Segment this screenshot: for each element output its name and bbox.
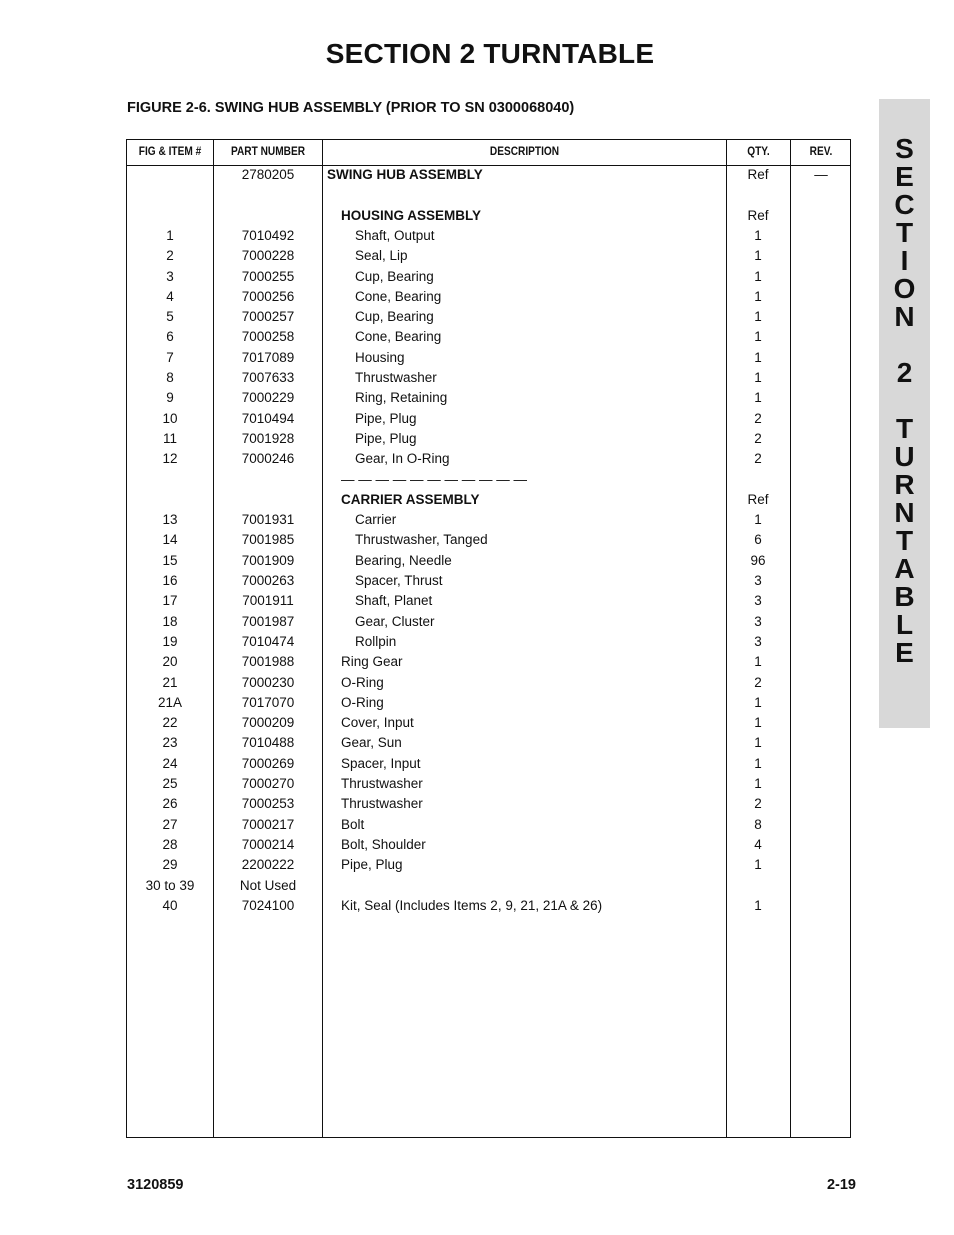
header-part-number: PART NUMBER bbox=[230, 146, 306, 158]
side-tab-letter: R bbox=[894, 469, 915, 500]
table-row bbox=[127, 733, 850, 753]
quantity-cell: 3 bbox=[754, 573, 762, 588]
table-row bbox=[127, 774, 850, 794]
side-tab-letter: S bbox=[895, 133, 914, 164]
description-cell: Ring, Retaining bbox=[355, 390, 448, 406]
part-number-cell: 7000270 bbox=[241, 776, 295, 791]
table-row bbox=[127, 206, 850, 226]
document-number: 3120859 bbox=[127, 1177, 184, 1193]
item-number-cell: 15 bbox=[162, 552, 178, 568]
item-number-cell: 21 bbox=[162, 674, 178, 690]
table-row bbox=[127, 165, 850, 185]
item-number-cell: 25 bbox=[162, 776, 178, 791]
quantity-cell: Ref bbox=[747, 207, 769, 223]
quantity-cell: 1 bbox=[754, 735, 762, 751]
description-cell: Bolt, Shoulder bbox=[341, 836, 426, 852]
parts-table bbox=[126, 139, 851, 1138]
description-cell: Thrustwasher bbox=[355, 370, 437, 385]
item-number-cell: 30 to 39 bbox=[145, 877, 195, 893]
table-row bbox=[127, 327, 850, 347]
table-row bbox=[127, 368, 850, 388]
quantity-cell: 2 bbox=[754, 410, 762, 426]
side-tab-letter: O bbox=[893, 273, 916, 304]
description-cell: SWING HUB ASSEMBLY bbox=[327, 167, 483, 182]
side-tab-letter: I bbox=[900, 245, 909, 276]
item-number-cell: 9 bbox=[166, 390, 174, 406]
part-number-cell: 7000246 bbox=[241, 451, 295, 467]
quantity-cell: 1 bbox=[754, 776, 762, 791]
description-cell: Cup, Bearing bbox=[355, 309, 434, 325]
item-number-cell: 40 bbox=[162, 897, 178, 913]
description-cell: Shaft, Output bbox=[355, 227, 435, 243]
quantity-cell: Ref bbox=[747, 491, 769, 507]
item-number-cell: 14 bbox=[162, 532, 178, 548]
quantity-cell: 1 bbox=[754, 897, 762, 913]
item-number-cell: 3 bbox=[166, 268, 174, 284]
quantity-cell: 1 bbox=[754, 227, 762, 243]
description-cell: O-Ring bbox=[341, 694, 384, 710]
item-number-cell: 22 bbox=[162, 715, 178, 731]
revision-cell: — bbox=[814, 167, 828, 182]
part-number-cell: 7024100 bbox=[241, 897, 295, 913]
side-tab-letter: T bbox=[895, 525, 914, 556]
part-number-cell: 7000257 bbox=[241, 309, 295, 325]
quantity-cell: 1 bbox=[754, 654, 762, 670]
table-row bbox=[127, 632, 850, 652]
item-number-cell: 18 bbox=[162, 613, 178, 629]
quantity-cell: Ref bbox=[747, 167, 769, 182]
section-title: SECTION 2 TURNTABLE bbox=[325, 38, 655, 69]
description-cell: Spacer, Input bbox=[341, 755, 421, 771]
item-number-cell: 7 bbox=[166, 349, 174, 365]
part-number-cell: 7000255 bbox=[241, 268, 295, 284]
quantity-cell: 96 bbox=[750, 552, 766, 568]
part-number-cell: 7001985 bbox=[241, 532, 295, 548]
table-row bbox=[127, 794, 850, 814]
quantity-cell: 3 bbox=[754, 613, 762, 629]
quantity-cell: 3 bbox=[754, 633, 762, 649]
item-number-cell: 20 bbox=[162, 654, 178, 670]
description-cell: Bearing, Needle bbox=[355, 552, 452, 568]
table-row bbox=[127, 591, 850, 611]
table-row bbox=[127, 815, 850, 835]
part-number-cell: 7010494 bbox=[241, 410, 295, 426]
part-number-cell: 7000269 bbox=[241, 755, 295, 771]
header-qty: QTY. bbox=[747, 146, 770, 158]
side-tab-letter: C bbox=[894, 189, 915, 220]
item-number-cell: 27 bbox=[162, 816, 178, 832]
quantity-cell: 1 bbox=[754, 512, 762, 528]
table-row bbox=[127, 267, 850, 287]
item-number-cell: 26 bbox=[162, 796, 178, 812]
part-number-cell: 7010488 bbox=[241, 735, 295, 751]
part-number-cell: 7001931 bbox=[241, 512, 295, 528]
table-row bbox=[127, 876, 850, 896]
part-number-cell: 7000209 bbox=[241, 715, 295, 731]
part-number-cell: Not Used bbox=[239, 877, 297, 893]
quantity-cell: 1 bbox=[754, 329, 762, 345]
quantity-cell: 2 bbox=[754, 796, 762, 812]
part-number-cell: 2200222 bbox=[241, 857, 295, 873]
part-number-cell: 7007633 bbox=[241, 370, 295, 385]
item-number-cell: 23 bbox=[162, 735, 178, 751]
table-row bbox=[127, 348, 850, 368]
quantity-cell: 1 bbox=[754, 694, 762, 710]
item-number-cell: 21A bbox=[157, 694, 183, 710]
part-number-cell: 7000253 bbox=[241, 796, 295, 812]
quantity-cell: 1 bbox=[754, 370, 762, 385]
quantity-cell: 8 bbox=[754, 816, 762, 832]
table-row bbox=[127, 246, 850, 266]
quantity-cell: 1 bbox=[754, 857, 762, 873]
side-tab-letter: 2 bbox=[896, 357, 913, 388]
description-cell: Rollpin bbox=[355, 633, 397, 649]
description-cell: Pipe, Plug bbox=[341, 857, 403, 873]
part-number-cell: 7010492 bbox=[241, 227, 295, 243]
part-number-cell: 2780205 bbox=[241, 167, 295, 182]
table-row bbox=[127, 571, 850, 591]
part-number-cell: 7017070 bbox=[241, 694, 295, 710]
table-row bbox=[127, 673, 850, 693]
item-number-cell: 13 bbox=[162, 512, 178, 528]
description-cell: Thrustwasher, Tanged bbox=[355, 532, 488, 548]
description-cell: Housing bbox=[355, 349, 405, 365]
quantity-cell: 1 bbox=[754, 288, 762, 304]
quantity-cell: 3 bbox=[754, 593, 762, 609]
side-tab-letter: L bbox=[895, 609, 914, 640]
table-row bbox=[127, 693, 850, 713]
item-number-cell: 4 bbox=[166, 288, 174, 304]
description-cell: Cone, Bearing bbox=[355, 329, 442, 345]
quantity-cell: 1 bbox=[754, 309, 762, 325]
table-row bbox=[127, 652, 850, 672]
header-rev: REV. bbox=[809, 146, 833, 158]
table-row bbox=[127, 307, 850, 327]
description-cell: HOUSING ASSEMBLY bbox=[341, 207, 482, 223]
part-number-cell: 7001911 bbox=[242, 593, 294, 609]
item-number-cell: 1 bbox=[166, 227, 174, 243]
quantity-cell: 4 bbox=[754, 836, 762, 852]
table-row bbox=[127, 287, 850, 307]
description-cell: Cone, Bearing bbox=[355, 288, 442, 304]
table-row bbox=[127, 896, 850, 916]
part-number-cell: 7000258 bbox=[241, 329, 295, 345]
description-cell: Gear, In O-Ring bbox=[355, 451, 450, 467]
side-tab-letter: A bbox=[894, 553, 915, 584]
side-tab-letter: U bbox=[894, 441, 915, 472]
table-row bbox=[127, 835, 850, 855]
item-number-cell: 19 bbox=[162, 633, 178, 649]
table-row bbox=[127, 388, 850, 408]
item-number-cell: 5 bbox=[166, 309, 174, 325]
part-number-cell: 7000263 bbox=[241, 573, 295, 588]
item-number-cell: 11 bbox=[162, 430, 177, 446]
description-cell: Pipe, Plug bbox=[355, 410, 417, 426]
part-number-cell: 7000230 bbox=[241, 674, 295, 690]
part-number-cell: 7001928 bbox=[241, 430, 295, 446]
item-number-cell: 16 bbox=[162, 573, 178, 588]
description-cell: Spacer, Thrust bbox=[355, 573, 443, 588]
item-number-cell: 2 bbox=[166, 248, 174, 264]
table-row bbox=[127, 612, 850, 632]
description-cell: CARRIER ASSEMBLY bbox=[341, 491, 480, 507]
description-cell: O-Ring bbox=[341, 674, 384, 690]
quantity-cell: 2 bbox=[754, 674, 762, 690]
table-row bbox=[127, 429, 850, 449]
quantity-cell: 2 bbox=[754, 430, 762, 446]
part-number-cell: 7000217 bbox=[241, 816, 295, 832]
side-tab-letter: E bbox=[895, 637, 914, 668]
table-row bbox=[127, 470, 850, 490]
table-row bbox=[127, 490, 850, 510]
quantity-cell: 1 bbox=[754, 755, 762, 771]
quantity-cell: 1 bbox=[754, 349, 762, 365]
item-number-cell: 24 bbox=[162, 755, 178, 771]
description-cell: Gear, Sun bbox=[341, 735, 402, 751]
part-number-cell: 7017089 bbox=[241, 349, 295, 365]
description-cell: Thrustwasher bbox=[341, 776, 423, 791]
side-tab-letter: N bbox=[894, 497, 915, 528]
description-cell: Shaft, Planet bbox=[355, 593, 433, 609]
description-cell: — — — — — — — — — — — bbox=[341, 471, 528, 487]
figure-title: FIGURE 2-6. SWING HUB ASSEMBLY (PRIOR TO SN 0300068040) bbox=[127, 100, 575, 116]
part-number-cell: 7000229 bbox=[241, 390, 295, 406]
table-row bbox=[127, 409, 850, 429]
section-side-tab bbox=[879, 99, 930, 728]
quantity-cell: 2 bbox=[754, 451, 762, 467]
description-cell: Seal, Lip bbox=[355, 248, 408, 264]
item-number-cell: 28 bbox=[162, 836, 178, 852]
part-number-cell: 7010474 bbox=[241, 633, 295, 649]
item-number-cell: 8 bbox=[166, 370, 174, 385]
header-fig-item: FIG & ITEM # bbox=[138, 146, 202, 158]
table-row bbox=[127, 754, 850, 774]
side-tab-letters bbox=[879, 135, 930, 667]
header-description: DESCRIPTION bbox=[489, 146, 560, 158]
quantity-cell: 1 bbox=[754, 268, 762, 284]
table-row bbox=[127, 510, 850, 530]
side-tab-letter: E bbox=[895, 161, 914, 192]
description-cell: Ring Gear bbox=[341, 654, 403, 670]
table-row bbox=[127, 855, 850, 875]
side-tab-letter: B bbox=[894, 581, 915, 612]
description-cell: Thrustwasher bbox=[341, 796, 423, 812]
part-number-cell: 7000228 bbox=[241, 248, 295, 264]
side-tab-letter: T bbox=[895, 217, 914, 248]
description-cell: Gear, Cluster bbox=[355, 613, 435, 629]
quantity-cell: 6 bbox=[754, 532, 762, 548]
table-row bbox=[127, 226, 850, 246]
description-cell: Cover, Input bbox=[341, 715, 414, 731]
item-number-cell: 12 bbox=[162, 451, 178, 467]
quantity-cell: 1 bbox=[754, 390, 762, 406]
side-tab-letter: T bbox=[895, 413, 914, 444]
quantity-cell: 1 bbox=[754, 715, 762, 731]
part-number-cell: 7000214 bbox=[241, 836, 295, 852]
item-number-cell: 29 bbox=[162, 857, 178, 873]
item-number-cell: 6 bbox=[166, 329, 174, 345]
table-row bbox=[127, 551, 850, 571]
description-cell: Bolt bbox=[341, 816, 365, 832]
part-number-cell: 7000256 bbox=[241, 288, 295, 304]
description-cell: Cup, Bearing bbox=[355, 268, 434, 284]
page-number: 2-19 bbox=[826, 1177, 856, 1193]
item-number-cell: 17 bbox=[162, 593, 178, 609]
description-cell: Kit, Seal (Includes Items 2, 9, 21, 21A & 26) bbox=[341, 897, 603, 913]
item-number-cell: 10 bbox=[162, 410, 178, 426]
table-row bbox=[127, 713, 850, 733]
description-cell: Pipe, Plug bbox=[355, 430, 417, 446]
part-number-cell: 7001988 bbox=[241, 654, 295, 670]
part-number-cell: 7001909 bbox=[241, 552, 295, 568]
table-row bbox=[127, 449, 850, 469]
table-row bbox=[127, 530, 850, 550]
side-tab-letter: N bbox=[894, 301, 915, 332]
part-number-cell: 7001987 bbox=[241, 613, 295, 629]
description-cell: Carrier bbox=[355, 512, 397, 528]
quantity-cell: 1 bbox=[754, 248, 762, 264]
